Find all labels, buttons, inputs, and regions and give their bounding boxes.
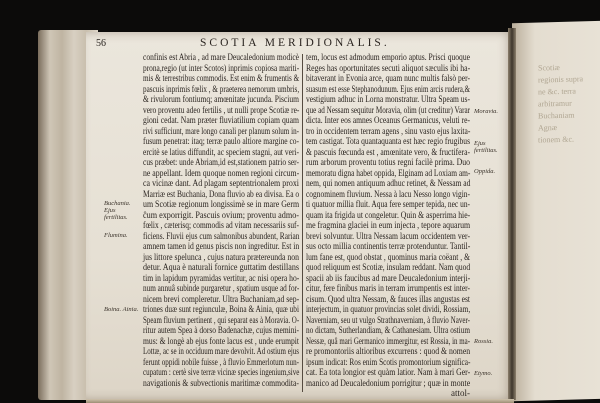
page-bottom-edge <box>86 399 514 403</box>
text-line: cognominem fluvium. Nessa à lacu Nesso longo vigin- <box>306 188 470 199</box>
right-text-column <box>306 52 470 399</box>
margin-note-boina: Boina. Ainia. <box>104 306 139 313</box>
text-line: num annuâ subinde purgaretur , spatium usque ad for- <box>143 283 300 293</box>
text-line: Reges has oportunitates secuti aliquot sæculis ibi ha- <box>306 62 471 73</box>
text-line: jus littore spelunca , cujus natura prætereunda non <box>143 251 299 262</box>
text-line: rum arborum proventu totius regni facilè prima. Duo <box>306 157 470 167</box>
text-line: ti quatuor millia fluit. Aqua fere semper tepida, nec un- <box>306 199 470 209</box>
text-line: tem, locus est admodum emporio aptus. Prisci quoque <box>306 52 470 62</box>
faint-line: tionem &c. <box>538 134 574 145</box>
text-line: manico ad Deucaledonium porrigitur ; quæ in monte <box>306 377 471 388</box>
page-number: 56 <box>96 38 106 49</box>
text-line: ritur autem Spea à dorso Badenachæ, cujus memini- <box>143 325 299 335</box>
text-line: quam ita frigida ut congeletur. Quin & asperrima hie- <box>306 209 471 220</box>
text-line: prona,regio (ut inter Scotos) inprimis copiosa mariti- <box>143 62 300 73</box>
book-gutter <box>508 28 516 400</box>
faint-line: ne &c. terra <box>538 86 576 97</box>
text-line: cat. Ea tota longior est quàm latior. Nam à mari Ger- <box>306 367 471 377</box>
text-line: detur. Aqua è naturali fornice guttatim destillans <box>143 262 299 272</box>
text-line: mus: & longè ab ejus fonte lacus est , unde erumpit <box>143 335 299 346</box>
text-line: fusum penetrat: itaq; terræ paulo altiore margine co- <box>143 136 300 146</box>
text-line: cupatum : certè sive terræ vicinæ species ingenium,sive <box>143 367 300 377</box>
faint-line: Scotiæ <box>538 62 560 73</box>
margin-note-flumina: Flumina. <box>104 232 128 239</box>
text-line: Nessæ, quâ mari Germanico immergitur, est Rossia, in ma- <box>306 335 470 346</box>
text-line: cisum. Quod ultra Nessam, & fauces illas angustas est <box>306 293 470 304</box>
text-line: navigationis & subvectionis maritimæ commodita- <box>143 377 299 388</box>
text-line: ipsum indicat: Ros enim Scotis promontorium significa- <box>306 356 471 367</box>
text-line: fœlix , cæterisq; commodis ad vitam necessariis suf- <box>143 220 299 230</box>
left-text-column <box>143 52 299 388</box>
text-line: triones duæ sunt regiunculæ, Boina & Ainia, quæ ubi <box>143 304 299 314</box>
text-line: tem castigat. Tota quantaquanta est hæc regio frugibus <box>306 136 470 146</box>
text-line: & rivulorum fontiumq; amœnitate jucunda. Piscium <box>143 94 299 104</box>
text-line: amnem tamen id genus piscis non ingreditur. Est in <box>143 241 300 251</box>
text-line: pascuis inprimis fœlix , & praeterea nemorum umbris, <box>143 83 300 94</box>
text-line: citur, fere finibus maris in terram irrumpentis est inter- <box>306 283 470 293</box>
column-divider <box>302 54 303 392</box>
faint-line: regionis supra <box>538 74 584 85</box>
text-line: vero proventu adeo fertilis , ut nulli prope Scotiæ re- <box>143 104 300 115</box>
text-line: mis & terrestribus commodis. Est enim & frumentis & <box>143 73 300 83</box>
text-line: & pascuis fœcunda est , amœnitate vero, & fructifera- <box>306 146 470 157</box>
text-line: Lottæ, ac se in occiduum mare devolvit. Ad ostium ejus <box>143 346 299 356</box>
text-line: nicem brevi compleretur. Ultra Buchaniam,ad sep- <box>143 293 300 304</box>
facing-page <box>512 21 600 401</box>
text-line: memoratu digna habet oppida, Elginam ad Loxiam am- <box>306 167 471 178</box>
text-line: cus præbet: unde Abriam,id est,stationem patrio ser- <box>143 157 299 167</box>
margin-note-moravia: Moravia. <box>474 108 499 115</box>
text-line: lum fane est, quod obstat , quominus maria coëant , & <box>306 251 470 262</box>
text-line: bitaverant in Evonia arce, quam nunc multis falsò per- <box>306 73 470 83</box>
text-line: um Scotiæ regionum longissimè se in mare Germ <box>143 199 300 209</box>
faint-line: Buchaniam <box>538 110 575 121</box>
text-line: no dictam, Sutherlandiam, & Cathanesiam. Ultra ostium <box>306 325 470 335</box>
text-line: sus octo millia continentis terræ protenduntur. Tantil- <box>306 241 471 251</box>
text-line: re promontoriis altioribus excurrens : quod & nomen <box>306 346 471 356</box>
margin-note-oppida: Oppida. <box>474 168 496 175</box>
text-line: confinis est Abria , ad mare Deucaledonium modicè <box>143 52 299 62</box>
margin-note-rossia: Rossia. <box>474 338 493 345</box>
text-line: attol- <box>451 388 470 398</box>
faint-line: Agnæ <box>538 123 558 133</box>
text-line: me fragmina glaciei in eum injecta , tepore aquarum <box>306 220 471 230</box>
text-line: Marriæ est Buchania, Dona fluvio ab ea divisa. Ea o <box>143 188 300 199</box>
text-line: nem, qui nomen antiquum adhuc retinet, & Nessam ad <box>306 178 471 188</box>
text-line: ferunt oppidi nobile fuisse , à fluvio Emmerlotum nun- <box>143 356 299 367</box>
margin-note-etymo: Etymo. <box>474 370 493 377</box>
text-line: ca vicinæ dant. Ad plagam septentrionalem proxi <box>143 178 299 188</box>
text-line: dicta. Inter eos amnes Oceanus Germanicus, veluti re- <box>306 115 470 125</box>
text-line: ĉum exporrigit. Pascuis ovium; proventu admo- <box>143 209 299 220</box>
margin-note-fertilitas: Ejus fertilitas. <box>474 140 498 154</box>
facing-page-text <box>538 61 600 147</box>
text-line: rivi sufficiunt, mare longo canali per planum solum in- <box>143 125 299 136</box>
text-line: vestigium adhuc in Lorna monstratur. Ultra Speam us- <box>306 94 470 104</box>
text-line: interjectum, in quatuor provincias solet dividi, Rossiam, <box>306 304 471 314</box>
text-line: que ad Nessam sequitur Moravia, olim (ut creditur) Varar <box>306 104 470 115</box>
text-line: Speam fluvium pertinent , qui separat eas à Moravia. O- <box>143 314 300 325</box>
faint-line: arbitramur <box>538 98 572 109</box>
text-line: spacii ab iis faucibus ad mare Deucaledonium interji- <box>306 272 471 283</box>
text-line: suasum est esse Stephanodunum. Ejus enim arcis rudera,& <box>306 83 470 94</box>
text-line: tro in occidentem terram agens , sinu vasto ejus laxita- <box>306 125 471 136</box>
text-line: quod reliquum est Scotiæ, insulam reddant. Nam quod <box>306 262 471 272</box>
margin-note-buchania: Buchania. Ejus fertilitas. <box>104 200 131 221</box>
text-line: ercitè se latius diffundit, ac speciem stagni, aut veri- <box>143 146 299 157</box>
text-line: gioni cedat. Nam præter fluviatilium copiam quam <box>143 115 299 125</box>
text-line: ficiens. Fluvii ejus cum salmonibus abundent, Rarian <box>143 230 300 241</box>
text-line: ne appellant. Idem quoque nomen regioni circum- <box>143 167 300 178</box>
running-title: SCOTIA MERIDIONALIS. <box>200 37 390 49</box>
text-line: Naverniam, seu ut vulgo Strathnaverniam, à fluvio Naver- <box>306 314 470 325</box>
text-line: brevi solvuntur. Ultra Nessam lacum occidentem ver- <box>306 230 470 241</box>
text-line: tim in lapidum pyramidas vertitur, ac nisi opera ho- <box>143 272 300 283</box>
